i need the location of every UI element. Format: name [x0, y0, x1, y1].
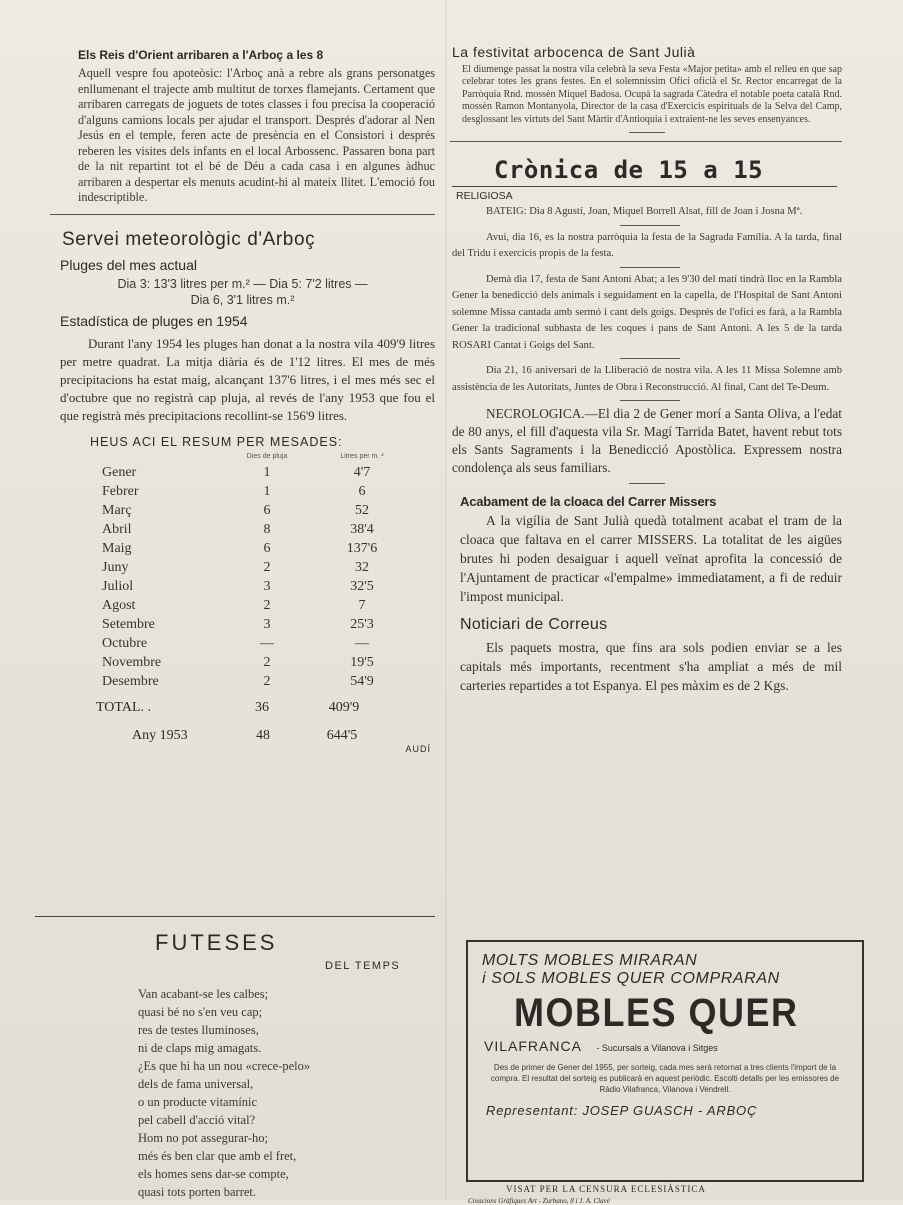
bateig-paragraph: BATEIG: Dia 8 Agustí, Joan, Miquel Borrell Alsat, fill de Joan i Josna Mª. [486, 206, 803, 218]
month-cell: Maig [102, 541, 132, 556]
table-row [102, 521, 412, 540]
table-row [102, 464, 412, 483]
ad-representative: Representant: JOSEP GUASCH - ARBOÇ [486, 1103, 758, 1118]
cronica-heading: Crònica de 15 a 15 [494, 156, 764, 185]
month-cell: Juny [102, 560, 129, 575]
month-cell: Març [102, 503, 132, 518]
dies-cell: 1 [263, 484, 271, 499]
poem-verse: pel cabell d'acció vital? [138, 1113, 256, 1127]
right-column [452, 40, 842, 695]
resum-heading: HEUS ACI EL RESUM PER MESADES: [90, 434, 343, 449]
correus-article: Els paquets mostra, que fins ara sols podien enviar se a les capitals més importants, recentment s'ha ampliat a més de mil carteries repartides a tot Espanya. El pes màxim es de 2 Kgs. [460, 640, 842, 694]
dies-cell: 3 [263, 617, 271, 632]
any-litres: 644'5 [326, 727, 358, 743]
poem-verse: o un producte vitamínic [138, 1095, 258, 1109]
reis-article: Aquell vespre fou apoteòsic: l'Arboç anà a rebre als grans personatges enllumenant el trajecte amb multitut de torxes flamejants. Certament que arribaren carregats de joguets de totes classes i fou precisa la cooperació d'alguns camions locals per ajudar el transport. Després d'adorar al Nen Jesús en el temple, feren acte de presència en el Consistori i després reberen les visites dels infants en el local Arbossenc. Passaren bona part de la nit repartint tot el bé de Déu a cada casa i en algunes àdhuc arribaren a despertar els menuts acudint-hi al mateix llitet. L'emoció fou indescriptible. [78, 66, 435, 204]
poem-verse: ¿Es que hi ha un nou «crece-pelo» [138, 1059, 311, 1073]
ad-branches: - Sucursals a Vilanova i Sitges [596, 1043, 718, 1053]
month-cell: Novembre [102, 655, 162, 670]
meteo-heading: Servei meteorològic d'Arboç [62, 228, 316, 250]
religiosa-label: RELIGIOSA [456, 190, 513, 203]
fold-crease [445, 0, 447, 1200]
short-divider [620, 225, 680, 226]
table-header-row [102, 453, 412, 464]
futeses-heading: FUTESES [155, 930, 278, 955]
poem-verse: quasi tots porten barret. [138, 1185, 257, 1199]
table-row [102, 597, 412, 616]
any-dies: 48 [256, 727, 270, 743]
month-cell: Agost [102, 598, 136, 613]
poem-verse: Hom no pot assegurar-ho; [138, 1131, 268, 1145]
month-cell: Setembre [102, 617, 155, 632]
divider [50, 214, 435, 215]
festa-article: El diumenge passat la nostra vila celebrà la seva Festa «Major petita» amb el relleu en que sap celebrar totes les grans festes. En el solemníssim Ofici oficià el Sr. Rector encarregat de la Parròquia Rnd. mossèn Miquel Badosa. Ocupà la sagrada Càtedra el notable poeta català Rnd. mossèn Ramon Montanyola, Director de la casa d'Exercicis espirituals de la Selva del Camp, desglossant les virtuts del Sant Màrtir d'Antioquia i extraient-ne les seves ensenyances. [462, 64, 842, 125]
futeses-subheading: DEL TEMPS [325, 960, 401, 972]
month-cell: Juliol [102, 579, 134, 594]
litres-cell: 54'9 [350, 674, 374, 689]
month-cell: Abril [102, 522, 132, 537]
rainfall-table-body [102, 464, 412, 692]
poem-verse: Van acabant-se les calbes; [138, 987, 269, 1001]
ad-town: VILAFRANCA [484, 1038, 582, 1054]
poem-verse: dels de fama universal, [138, 1077, 254, 1091]
divider [452, 186, 837, 187]
correus-heading: Noticiari de Correus [460, 616, 608, 634]
total-label: TOTAL. . [96, 699, 152, 715]
pluges-subheading: Pluges del mes actual [60, 256, 197, 273]
printer-note: Creacions Gràfiques Art - Zurbano, 8 i J. A. Clavé [468, 1197, 610, 1205]
table-row [102, 654, 412, 673]
dies-cell: 2 [263, 560, 271, 575]
total-litres: 409'9 [328, 699, 360, 715]
short-divider [629, 483, 665, 484]
litres-cell: 4'7 [353, 465, 371, 480]
table-row [102, 635, 412, 654]
dies-cell: 8 [263, 522, 271, 537]
estadistica-subheading: Estadística de pluges en 1954 [60, 312, 248, 329]
litres-cell: 32 [355, 560, 369, 575]
necrologica-paragraph: NECROLOGICA.—El dia 2 de Gener morí a Santa Oliva, a l'edat de 80 anys, el fill d'aquesta vila Sr. Magí Tarrida Batet, havent rebut tots els Sants Sagraments i la Benedicció Apostòlica. Expressem nostra condolença als seus familiars. [452, 406, 842, 476]
litres-cell: 7 [358, 598, 366, 613]
table-row [102, 578, 412, 597]
litres-cell: 6 [358, 484, 366, 499]
cronica-paragraph-3: Dia 21, 16 aniversari de la Lliberació de nostra vila. A les 11 Missa Solemne amb assistència de les Autoritats, Juntes de Obra i Reconstrucció. Al final, Cant del Te-Deum. [452, 365, 842, 393]
litres-cell: 32'5 [350, 579, 374, 594]
short-divider [620, 358, 680, 359]
month-cell: Octubre [102, 636, 148, 651]
month-cell: Febrer [102, 484, 139, 499]
header-month [102, 453, 222, 464]
ad-body: Des de primer de Gener del 1955, per sorteig, cada mes serà retornat a tres clients l'import de la compra. El resultat del sorteig es publicarà en aquest periòdic. Escolti detalls per les emissores de Ràdio Vilafranca, Vilanova i Vendrell. [490, 1063, 840, 1094]
month-cell: Desembre [102, 674, 159, 689]
pluges-line-1: Dia 3: 13'3 litres per m.² — Dia 5: 7'2 litres — [117, 276, 368, 291]
short-divider [620, 267, 680, 268]
pluges-line-2: Dia 6, 3'1 litres m.² [190, 292, 295, 307]
table-row [102, 483, 412, 502]
cloaca-heading: Acabament de la cloaca del Carrer Missers [460, 494, 717, 510]
short-divider [629, 132, 665, 133]
table-row [102, 559, 412, 578]
poem-verse: els homes sens dar-se compte, [138, 1167, 289, 1181]
divider [450, 141, 842, 142]
header-dies: Dies de pluja [246, 452, 288, 460]
litres-cell: 137'6 [346, 541, 378, 556]
poem-verse: res de testes lluminoses, [138, 1023, 259, 1037]
ad-location [484, 1038, 862, 1056]
dies-cell: 6 [263, 503, 271, 518]
dies-cell: 3 [263, 579, 271, 594]
ad-slogan-1: MOLTS MOBLES MIRARAN [482, 952, 698, 969]
reis-heading: Els Reis d'Orient arribaren a l'Arboç a les 8 [78, 48, 324, 62]
short-divider [620, 400, 680, 401]
month-cell: Gener [102, 465, 137, 480]
litres-cell: 38'4 [350, 522, 374, 537]
author-signature: AUDÍ [405, 743, 431, 754]
litres-cell: 52 [355, 503, 369, 518]
dies-cell: — [260, 636, 274, 651]
censura-note: VISAT PER LA CENSURA ECLESIÀSTICA [506, 1184, 706, 1194]
dies-cell: 2 [263, 598, 271, 613]
any-1953-row [132, 728, 435, 744]
estadistica-body: Durant l'any 1954 les pluges han donat a la nostra vila 409'9 litres per metre quadrat. La mitja diària és de 1'12 litres. El mes de més precipitacions ha estat maig, alcançant 137'6 litres, i el mes més sec el d'octubre que no registrà cap pluja, al revés de l'any 1953 que fou el que registrà més precipitacions recollint-se 156'9 litres. [60, 335, 435, 423]
cloaca-article: A la vigília de Sant Julià quedà totalment acabat el tram de la cloaca que faltava en el carrer MISSERS. La totalitat de les aigües brutes hi poden desaiguar i aquell veïnat aprofita la concessió de l'Ajuntament de practicar «l'empalme» immediatament, a fi de reduir l'impost municipal. [460, 513, 842, 605]
any-label: Any 1953 [132, 727, 188, 743]
left-column [50, 40, 435, 754]
rainfall-table [102, 453, 412, 692]
festa-heading: La festivitat arbocenca de Sant Julià [452, 44, 696, 60]
table-row [102, 540, 412, 559]
poem-verse: ni de claps mig amagats. [138, 1041, 262, 1055]
header-litres: Litres per m. ² [340, 452, 384, 460]
table-row [102, 616, 412, 635]
dies-cell: 6 [263, 541, 271, 556]
ad-brand: MOBLES QUER [514, 989, 799, 1035]
mobles-quer-advertisement [466, 940, 864, 1182]
litres-cell: 25'3 [350, 617, 374, 632]
total-dies: 36 [255, 699, 269, 715]
poem-verse: quasi bé no s'en veu cap; [138, 1005, 263, 1019]
cronica-paragraph-1: Avui, dia 16, es la nostra parròquia la festa de la Sagrada Família. A la tarda, final del Tridu i exercicis propis de la festa. [452, 231, 842, 260]
table-row [102, 502, 412, 521]
cronica-paragraph-2: Demà dia 17, festa de Sant Antoni Abat; a les 9'30 del matí tindrà lloc en la Rambla Gener la benedicció dels animals i seguidament en la capella, de l'Hospital de Sant Antoni solemne Missa cantada amb sermó i cant dels goigs. Després de l'ofici es farà, a la Rambla Gener la tradicional subhasta de les coques i pans de Sant Antoni. A les 5 de la tarda ROSARI Cantat i Goigs del Sant. [452, 273, 842, 351]
divider [35, 916, 435, 917]
total-row [96, 700, 435, 716]
ad-slogan-2: i SOLS MOBLES QUER COMPRARAN [482, 970, 780, 987]
poem [138, 985, 310, 1201]
litres-cell: — [355, 636, 369, 651]
poem-verse: més és ben clar que amb el fret, [138, 1149, 297, 1163]
dies-cell: 2 [263, 655, 271, 670]
dies-cell: 2 [263, 674, 271, 689]
dies-cell: 1 [263, 465, 271, 480]
table-row [102, 673, 412, 692]
litres-cell: 19'5 [350, 655, 374, 670]
